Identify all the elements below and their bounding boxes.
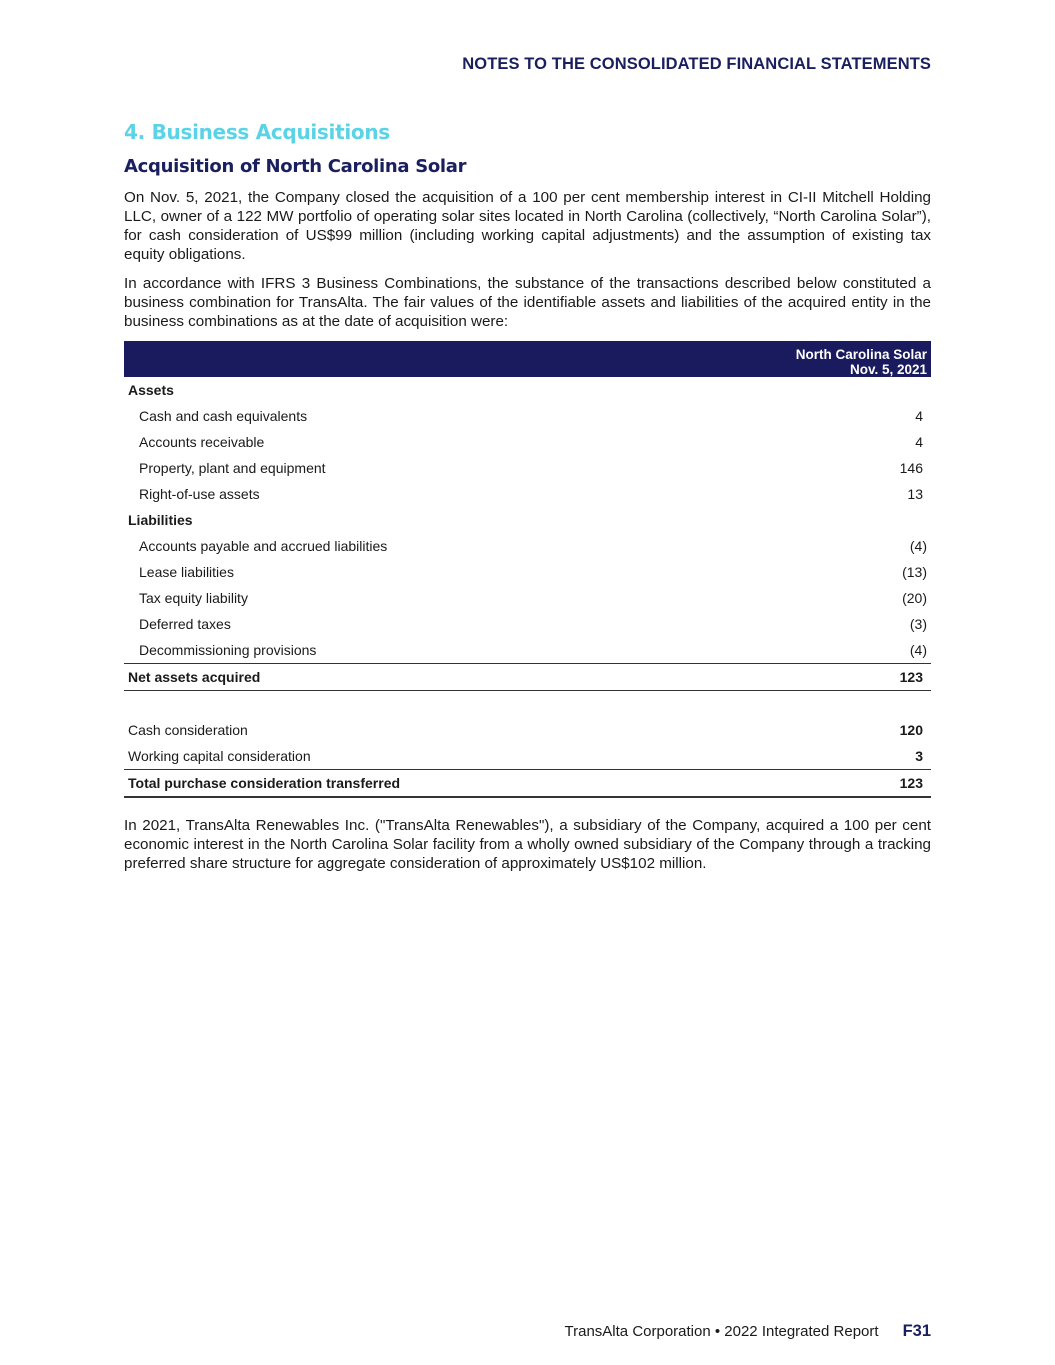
main-content: [124, 120, 931, 883]
table-row: [124, 743, 931, 770]
page-number: F31: [902, 1322, 931, 1340]
row-label: Deferred taxes: [139, 616, 231, 632]
page-footer: [565, 1322, 931, 1341]
table-header-blank: [124, 341, 663, 377]
table-row: [124, 533, 931, 559]
liabilities-heading: Liabilities: [128, 512, 193, 528]
table-row: [124, 637, 931, 664]
row-label: Right-of-use assets: [139, 486, 260, 502]
net-assets-value: 123: [663, 664, 931, 691]
footer-text: TransAlta Corporation • 2022 Integrated Report: [564, 1323, 879, 1340]
row-label: Lease liabilities: [139, 564, 234, 580]
ifrs-paragraph: In accordance with IFRS 3 Business Combinations, the substance of the transactions described below constituted a business combination for TransAlta. The fair values of the identifiable assets and liabilities of the acquired entity in the business combinations as at the date of acquisition were:: [124, 275, 931, 330]
acquisition-table: [124, 341, 931, 798]
row-value: (20): [902, 590, 927, 606]
row-value: 146: [899, 460, 923, 476]
table-row: [124, 403, 931, 429]
total-consideration-row: [124, 770, 931, 798]
table-row: [124, 585, 931, 611]
section-title: 4. Business Acquisitions: [124, 120, 390, 144]
row-label: Cash consideration: [128, 722, 248, 738]
row-value: 4: [915, 408, 923, 424]
row-value: 3: [915, 748, 923, 764]
row-label: Cash and cash equivalents: [139, 408, 308, 424]
subsection-title: Acquisition of North Carolina Solar: [124, 156, 467, 177]
row-value: 4: [915, 434, 923, 450]
table-header-line1: North Carolina Solar: [795, 347, 927, 362]
intro-paragraph: On Nov. 5, 2021, the Company closed the acquisition of a 100 per cent membership interest in CI-II Mitchell Holding LLC, owner of a 122 MW portfolio of operating solar sites located in North Carolina (collectively, “North Carolina Solar”), for cash consideration of US$99 million (including working capital adjustments) and the assumption of existing tax equity obligations.: [124, 189, 931, 263]
row-value: (4): [909, 642, 927, 658]
table-row: [124, 455, 931, 481]
row-label: Property, plant and equipment: [139, 460, 326, 476]
assets-heading-row: [124, 377, 931, 403]
liabilities-heading-row: [124, 507, 931, 533]
row-label: Working capital consideration: [128, 748, 311, 764]
table-header-row: [124, 341, 931, 377]
row-label: Accounts payable and accrued liabilities: [139, 538, 388, 554]
row-value: (4): [909, 538, 927, 554]
table-header-column: [663, 341, 931, 377]
table-row: [124, 429, 931, 455]
table-row: [124, 611, 931, 637]
page-header-title: NOTES TO THE CONSOLIDATED FINANCIAL STATEMENTS: [462, 55, 931, 73]
table-row: [124, 717, 931, 743]
row-value: (13): [902, 564, 927, 580]
total-consideration-label: Total purchase consideration transferred: [124, 770, 663, 798]
row-label: Tax equity liability: [139, 590, 248, 606]
table-row: [124, 559, 931, 585]
table-header-line2: Nov. 5, 2021: [849, 362, 927, 377]
row-value: (3): [909, 616, 927, 632]
net-assets-row: [124, 664, 931, 691]
net-assets-label: Net assets acquired: [124, 664, 663, 691]
total-consideration-value: 123: [663, 770, 931, 798]
table-row: [124, 481, 931, 507]
assets-heading: Assets: [128, 382, 174, 398]
row-value: 13: [907, 486, 923, 502]
row-label: Decommissioning provisions: [139, 642, 317, 658]
closing-paragraph: In 2021, TransAlta Renewables Inc. ("TransAlta Renewables"), a subsidiary of the Company, acquired a 100 per cent economic interest in the North Carolina Solar facility from a wholly owned subsidiary of the Company through a tracking preferred share structure for aggregate consideration of approximately US$102 million.: [124, 817, 931, 872]
row-value: 120: [899, 722, 923, 738]
table-spacer: [124, 691, 931, 718]
row-label: Accounts receivable: [139, 434, 265, 450]
